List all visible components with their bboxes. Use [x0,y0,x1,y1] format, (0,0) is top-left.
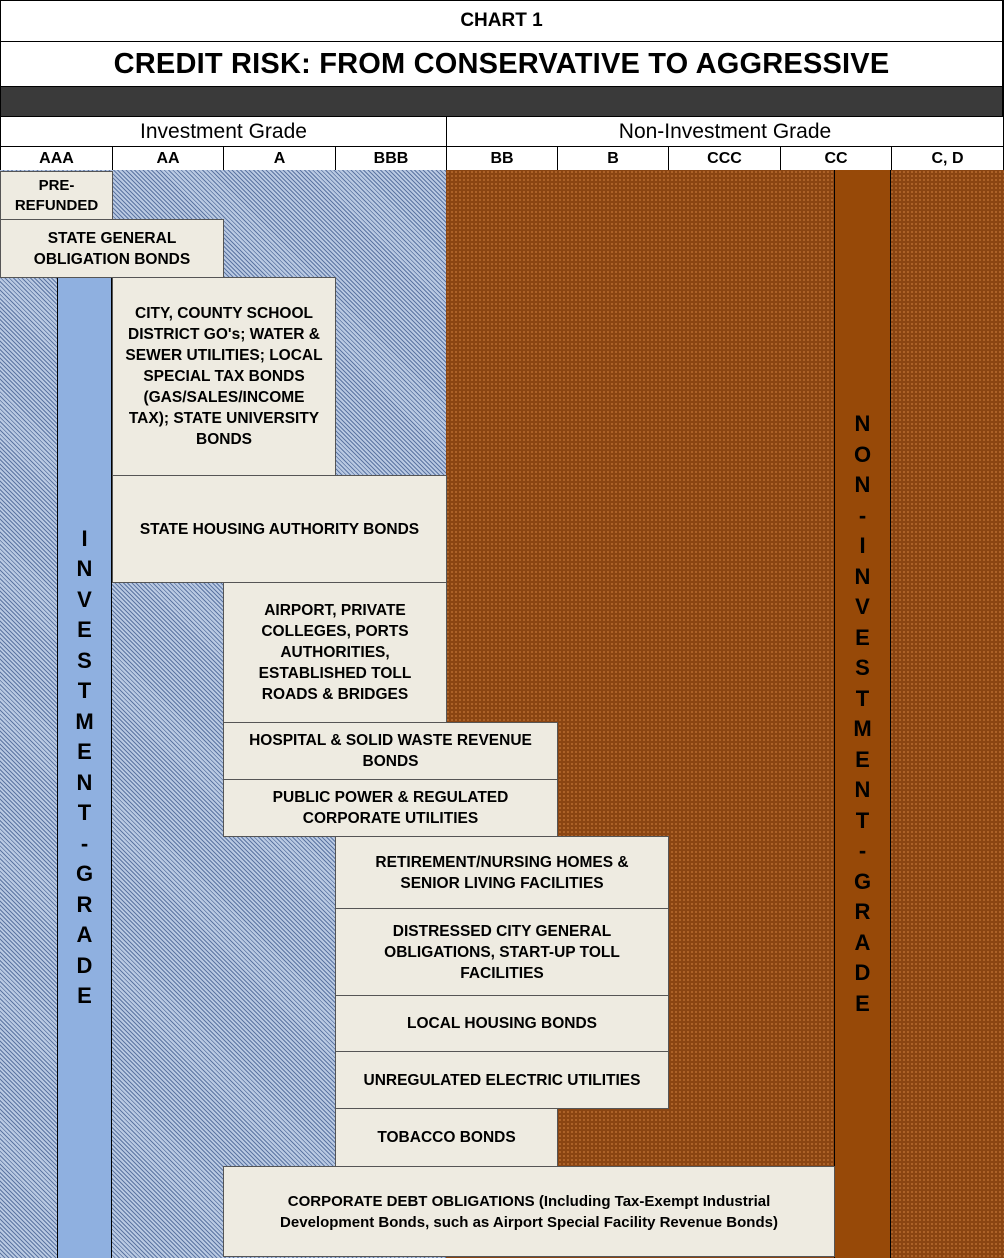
category-box: UNREGULATED ELECTRIC UTILITIES [335,1051,669,1109]
band-letter: R [76,891,93,917]
category-box: HOSPITAL & SOLID WASTE REVENUE BONDS [223,722,558,780]
band-letter: N [854,411,871,436]
band-letter: N [854,472,871,497]
band-letter: M [75,708,94,734]
rating-header-a: A [223,146,336,171]
band-letter: D [854,960,871,985]
band-letter: N [76,769,93,795]
band-letter: T [855,807,870,833]
category-box: STATE GENERAL OBLIGATION BONDS [0,219,224,278]
rating-header-aa: AA [112,146,224,171]
category-box: AIRPORT, PRIVATE COLLEGES, PORTS AUTHORITIES, ESTABLISHED TOLL ROADS & BRIDGES [223,582,447,723]
rating-header-bb: BB [446,146,558,171]
band-letter: G [75,861,94,886]
band-letter: M [853,716,872,741]
band-letter: O [853,441,872,467]
band-letter: - [80,830,89,856]
rating-header-aaa: AAA [0,146,113,171]
rating-header-b: B [557,146,669,171]
band-letter: V [77,586,92,612]
band-letter: R [854,899,871,924]
band-letter: E [855,746,870,772]
grade-group-non-investment: Non-Investment Grade [446,116,1004,147]
rating-header-cc: CC [780,146,892,171]
non-investment-grade-band [834,170,891,1258]
chart-title: CHART 1 [0,0,1003,42]
band-letter: - [858,838,867,863]
category-box: CITY, COUNTY SCHOOL DISTRICT GO's; WATER & SEWER UTILITIES; LOCAL SPECIAL TAX BONDS (GAS/SALES/INCOME TAX); STATE UNIVERSITY BONDS [112,277,336,476]
band-letter: S [855,655,870,680]
band-letter: N [854,563,871,589]
band-letter: N [854,777,871,802]
band-letter: A [854,929,871,955]
band-letter: E [77,983,92,1008]
band-letter: T [77,678,92,703]
band-letter: A [76,922,93,947]
band-letter: I [81,525,88,551]
band-letter: N [76,556,93,581]
category-box: RETIREMENT/NURSING HOMES & SENIOR LIVING FACILITIES [335,836,669,909]
category-box: DISTRESSED CITY GENERAL OBLIGATIONS, START-UP TOLL FACILITIES [335,908,669,996]
rating-header-cd: C, D [891,146,1004,171]
band-letter: E [855,990,870,1016]
chart-subtitle: CREDIT RISK: FROM CONSERVATIVE TO AGGRESSIVE [0,41,1003,87]
band-letter: - [858,502,867,528]
band-letter: I [859,533,866,558]
band-letter: T [77,800,92,825]
band-letter: E [855,624,870,650]
rating-header-bbb: BBB [335,146,447,171]
category-box: PRE- REFUNDED [0,171,113,220]
band-letter: V [855,594,870,619]
investment-grade-band [57,277,112,1258]
category-box: CORPORATE DEBT OBLIGATIONS (Including Tax-Exempt Industrial Development Bonds, such as Airport Special Facility Revenue Bonds) [223,1166,835,1257]
category-box: PUBLIC POWER & REGULATED CORPORATE UTILITIES [223,779,558,837]
category-box: TOBACCO BONDS [335,1108,558,1167]
band-letter: S [77,647,92,673]
band-letter: D [76,952,93,978]
category-box: STATE HOUSING AUTHORITY BONDS [112,475,447,583]
band-letter: G [853,868,872,894]
category-box: LOCAL HOUSING BONDS [335,995,669,1052]
header-bar [0,86,1003,117]
rating-header-ccc: CCC [668,146,781,171]
band-letter: T [855,685,870,711]
grade-group-investment: Investment Grade [0,116,447,147]
band-letter: E [77,617,92,642]
band-letter: E [77,739,92,764]
